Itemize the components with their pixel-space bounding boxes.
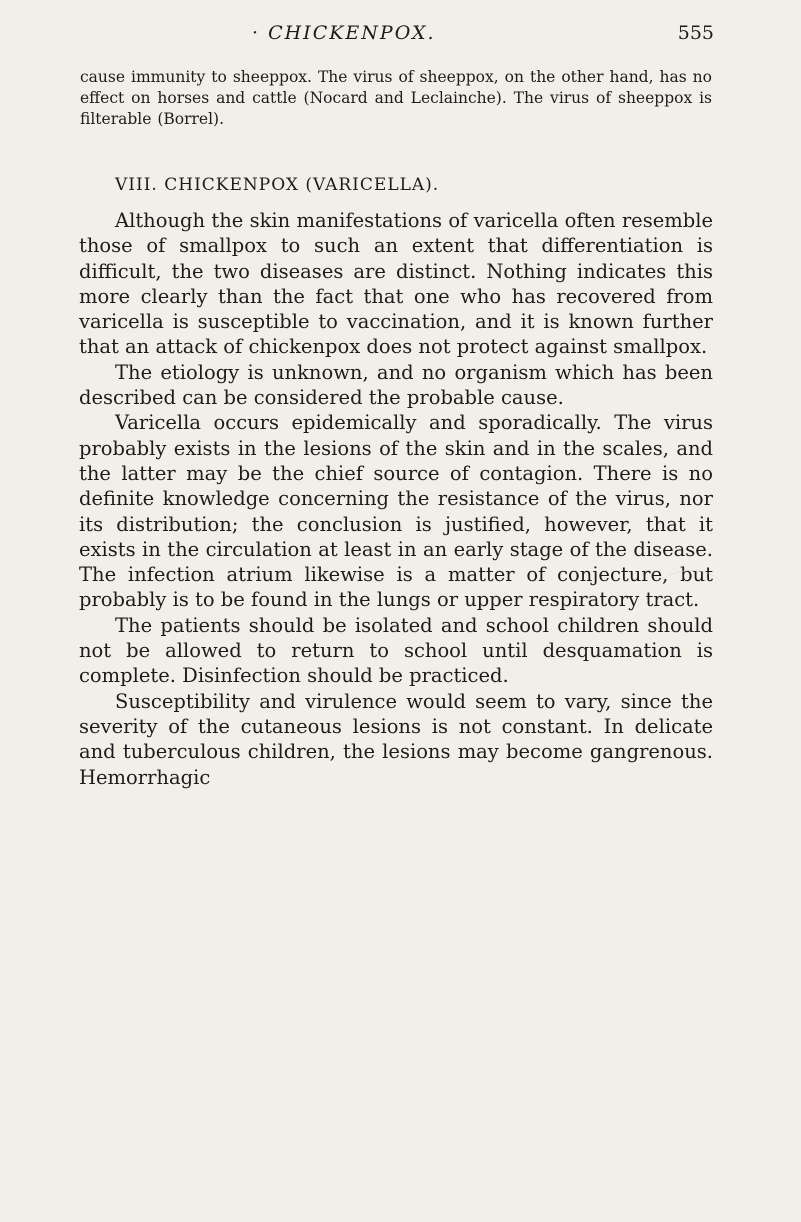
continued-paragraph: cause immunity to sheeppox. The virus of sheeppox, on the other hand, has no effect on horses and cattle (Nocard and Leclainche). The virus of sheeppox is filterable (Borrel). [80,68,712,128]
paragraph: Although the skin manifestations of varicella often resemble those of smallpox to such an extent that differentiation is difficult, the two diseases are distinct. Nothing indicates this more clearly than the fact that one who has recovered from varicella is susceptible to vaccination, and it is known further that an attack of chickenpox does not protect against smallpox. [79,209,713,359]
paragraph: Susceptibility and virulence would seem to vary, since the severity of the cutaneous lesions is not constant. In delicate and tuberculous children, the lesions may become gangrenous. Hemorrhagic [79,689,713,789]
paragraph: Varicella occurs epidemically and sporadically. The virus probably exists in the lesions of the skin and in the scales, and the latter may be the chief source of contagion. There is no definite knowledge concerning the resistance of the virus, nor its distribution; the conclusion is justified, however, that it exists in the circulation at least in an early stage of the disease. The infection atrium likewise is a matter of conjecture, but probably is to be found in the lungs or upper respiratory tract. [79,411,713,612]
body-text [79,208,713,790]
paragraph: The patients should be isolated and school children should not be allowed to return to school until desquamation is complete. Disinfection should be practiced. [79,613,713,688]
section-heading: VIII. CHICKENPOX (VARICELLA). [115,175,440,195]
paper-smudge [661,570,721,601]
running-head [252,22,714,46]
running-head-title: · CHICKENPOX. [252,22,436,44]
page-number: 555 [677,22,714,44]
paragraph: The etiology is unknown, and no organism which has been described can be considered the probable cause. [79,360,713,410]
